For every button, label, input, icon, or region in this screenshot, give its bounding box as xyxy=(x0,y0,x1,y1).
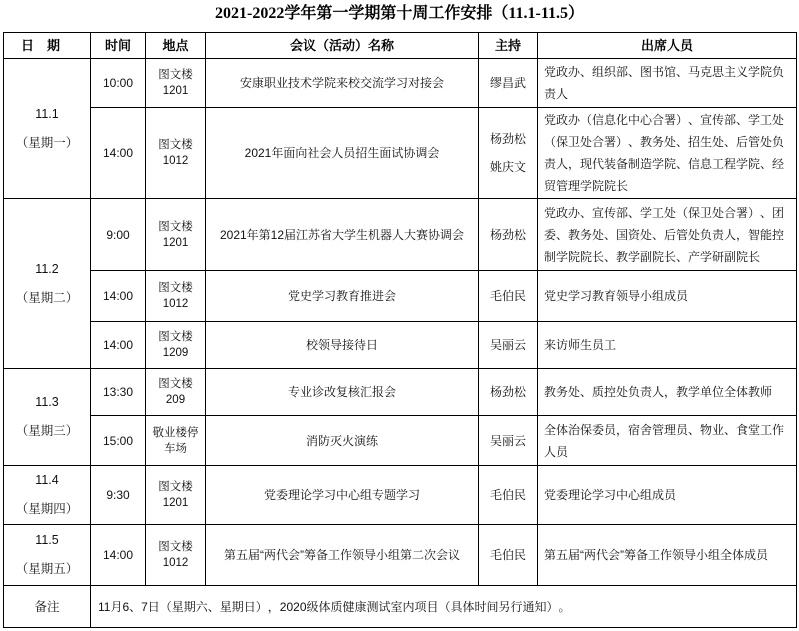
date-cell xyxy=(4,369,91,466)
date-value: 11.4 xyxy=(35,473,59,487)
time-cell: 14:00 xyxy=(91,322,146,369)
host-name: 姚庆文 xyxy=(489,160,526,174)
host-cell xyxy=(479,416,538,466)
table-row xyxy=(4,416,797,466)
event-name-cell: 2021年第12届江苏省大学生机器人大赛协调会 xyxy=(206,199,479,271)
host-cell xyxy=(479,108,538,199)
time-cell: 10:00 xyxy=(91,59,146,108)
location-cell: 图文楼1012 xyxy=(146,271,206,322)
host-cell xyxy=(479,369,538,416)
attendees-cell: 第五届“两代会”筹备工作领导小组全体成员 xyxy=(538,525,797,586)
attendees-cell: 党委理论学习中心组成员 xyxy=(538,466,797,525)
table-row xyxy=(4,199,797,271)
table-row xyxy=(4,322,797,369)
time-cell: 13:30 xyxy=(91,369,146,416)
host-name: 缪昌武 xyxy=(489,76,526,90)
attendees-cell: 来访师生员工 xyxy=(538,322,797,369)
weekday-value: （星期四） xyxy=(15,502,79,516)
host-name: 毛伯民 xyxy=(489,488,526,502)
host-name: 毛伯民 xyxy=(489,289,526,303)
weekday-value: （星期二） xyxy=(15,290,79,305)
header-location: 地点 xyxy=(146,33,206,59)
event-name-cell: 校领导接待日 xyxy=(206,322,479,369)
host-cell xyxy=(479,322,538,369)
host-name: 毛伯民 xyxy=(489,548,526,562)
header-time: 时间 xyxy=(91,33,146,59)
date-cell xyxy=(4,199,91,369)
location-cell: 图文楼209 xyxy=(146,369,206,416)
date-cell xyxy=(4,525,91,586)
header-attendees: 出席人员 xyxy=(538,33,797,59)
host-name: 杨劲松 xyxy=(489,385,526,399)
location-cell: 图文楼1201 xyxy=(146,59,206,108)
table-row xyxy=(4,466,797,525)
location-cell: 图文楼1012 xyxy=(146,108,206,199)
event-name-cell: 党委理论学习中心组专题学习 xyxy=(206,466,479,525)
event-name-cell: 第五届“两代会”筹备工作领导小组第二次会议 xyxy=(206,525,479,586)
host-name: 吴丽云 xyxy=(489,433,526,448)
host-name: 杨劲松 xyxy=(489,227,526,242)
location-cell: 图文楼1201 xyxy=(146,199,206,271)
header-event: 会议（活动）名称 xyxy=(206,33,479,59)
location-cell: 图文楼1201 xyxy=(146,466,206,525)
table-row xyxy=(4,525,797,586)
time-cell: 9:00 xyxy=(91,199,146,271)
time-cell: 14:00 xyxy=(91,525,146,586)
event-name-cell: 党史学习教育推进会 xyxy=(206,271,479,322)
host-cell xyxy=(479,525,538,586)
remarks-label: 备注 xyxy=(4,586,91,628)
attendees-cell: 教务处、质控处负责人，教学单位全体教师 xyxy=(538,369,797,416)
location-cell: 敬业楼停车场 xyxy=(146,416,206,466)
table-header-row xyxy=(4,33,797,59)
host-cell xyxy=(479,199,538,271)
weekday-value: （星期三） xyxy=(15,424,79,438)
attendees-cell: 党政办、组织部、图书馆、马克思主义学院负责人 xyxy=(538,59,797,108)
time-cell: 15:00 xyxy=(91,416,146,466)
location-cell: 图文楼1209 xyxy=(146,322,206,369)
time-cell: 9:30 xyxy=(91,466,146,525)
weekday-value: （星期一） xyxy=(15,135,79,150)
date-value: 11.2 xyxy=(35,261,59,276)
host-name: 杨劲松 xyxy=(489,132,526,146)
header-date: 日期 xyxy=(4,33,91,59)
time-cell: 14:00 xyxy=(91,271,146,322)
date-value: 11.5 xyxy=(35,533,59,547)
time-cell: 14:00 xyxy=(91,108,146,199)
date-cell xyxy=(4,59,91,199)
event-name-cell: 安康职业技术学院来校交流学习对接会 xyxy=(206,59,479,108)
page-title: 2021-2022学年第一学期第十周工作安排（11.1-11.5） xyxy=(215,5,584,22)
host-cell xyxy=(479,59,538,108)
date-cell xyxy=(4,466,91,525)
attendees-cell: 党政办（信息化中心合署）、宣传部、学工处（保卫处合署）、教务处、招生处、后管处负责人，现代装备制造学院、信息工程学院、经贸管理学院院长 xyxy=(538,108,797,199)
date-value: 11.1 xyxy=(35,106,59,121)
table-row xyxy=(4,108,797,199)
table-row xyxy=(4,369,797,416)
attendees-cell: 党史学习教育领导小组成员 xyxy=(538,271,797,322)
remarks-row xyxy=(4,586,797,628)
header-host: 主持 xyxy=(479,33,538,59)
host-name: 吴丽云 xyxy=(489,338,526,352)
event-name-cell: 消防灭火演练 xyxy=(206,416,479,466)
attendees-cell: 党政办、宣传部、学工处（保卫处合署）、团委、教务处、国资处、后管处负责人，智能控制学院院长、教学副院长、产学研副院长 xyxy=(538,199,797,271)
schedule-table xyxy=(3,32,797,628)
weekday-value: （星期五） xyxy=(15,562,79,576)
location-cell: 图文楼1012 xyxy=(146,525,206,586)
table-row xyxy=(4,59,797,108)
event-name-cell: 专业诊改复核汇报会 xyxy=(206,369,479,416)
table-row xyxy=(4,271,797,322)
event-name-cell: 2021年面向社会人员招生面试协调会 xyxy=(206,108,479,199)
attendees-cell: 全体治保委员，宿舍管理员、物业、食堂工作人员 xyxy=(538,416,797,466)
date-value: 11.3 xyxy=(35,395,59,409)
remarks-text: 11月6、7日（星期六、星期日），2020级体质健康测试室内项目（具体时间另行通知）。 xyxy=(91,586,797,628)
host-cell xyxy=(479,271,538,322)
host-cell xyxy=(479,466,538,525)
